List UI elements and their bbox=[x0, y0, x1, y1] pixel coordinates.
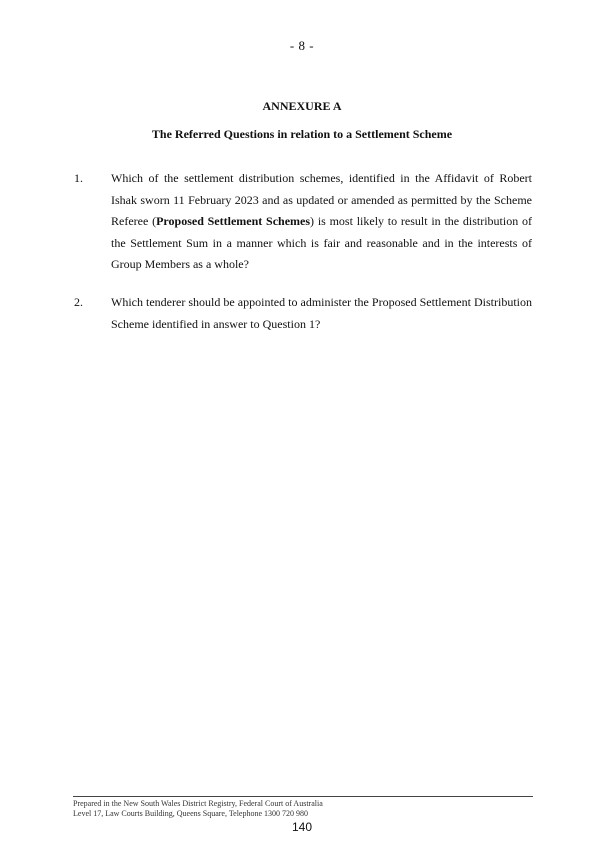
page-marker: - 8 - bbox=[289, 38, 315, 53]
question-number: 1. bbox=[74, 171, 83, 185]
footer-registry-line: Prepared in the New South Wales District Registry, Federal Court of Australia bbox=[73, 799, 323, 808]
question-text: Which tenderer should be appointed to administer the Proposed Settlement Distribution Scheme identified in answer to Question 1? bbox=[111, 295, 532, 331]
question-item bbox=[74, 292, 532, 335]
annexure-subtitle: The Referred Questions in relation to a Settlement Scheme bbox=[151, 127, 453, 141]
defined-term: Proposed Settlement Schemes bbox=[156, 214, 311, 229]
question-text bbox=[111, 168, 532, 276]
annexure-title: ANNEXURE A bbox=[262, 99, 342, 113]
page-number: 140 bbox=[291, 820, 313, 834]
question-item bbox=[74, 168, 532, 276]
footer-address-line: Level 17, Law Courts Building, Queens Square, Telephone 1300 720 980 bbox=[73, 809, 309, 818]
footer-divider bbox=[73, 796, 533, 797]
question-text-part: Which of the settlement distribution schemes, identified in the Affidavit of Robert Ishak sworn 11 February 2023 and as updated or amended as permitted by the Scheme Referee ( bbox=[111, 171, 532, 229]
question-text-part: ) is most likely to result in the distribution of the Settlement Sum in a manner which is fair and reasonable and in the interests of Group Members as a whole? bbox=[111, 214, 532, 272]
question-number: 2. bbox=[74, 295, 83, 309]
